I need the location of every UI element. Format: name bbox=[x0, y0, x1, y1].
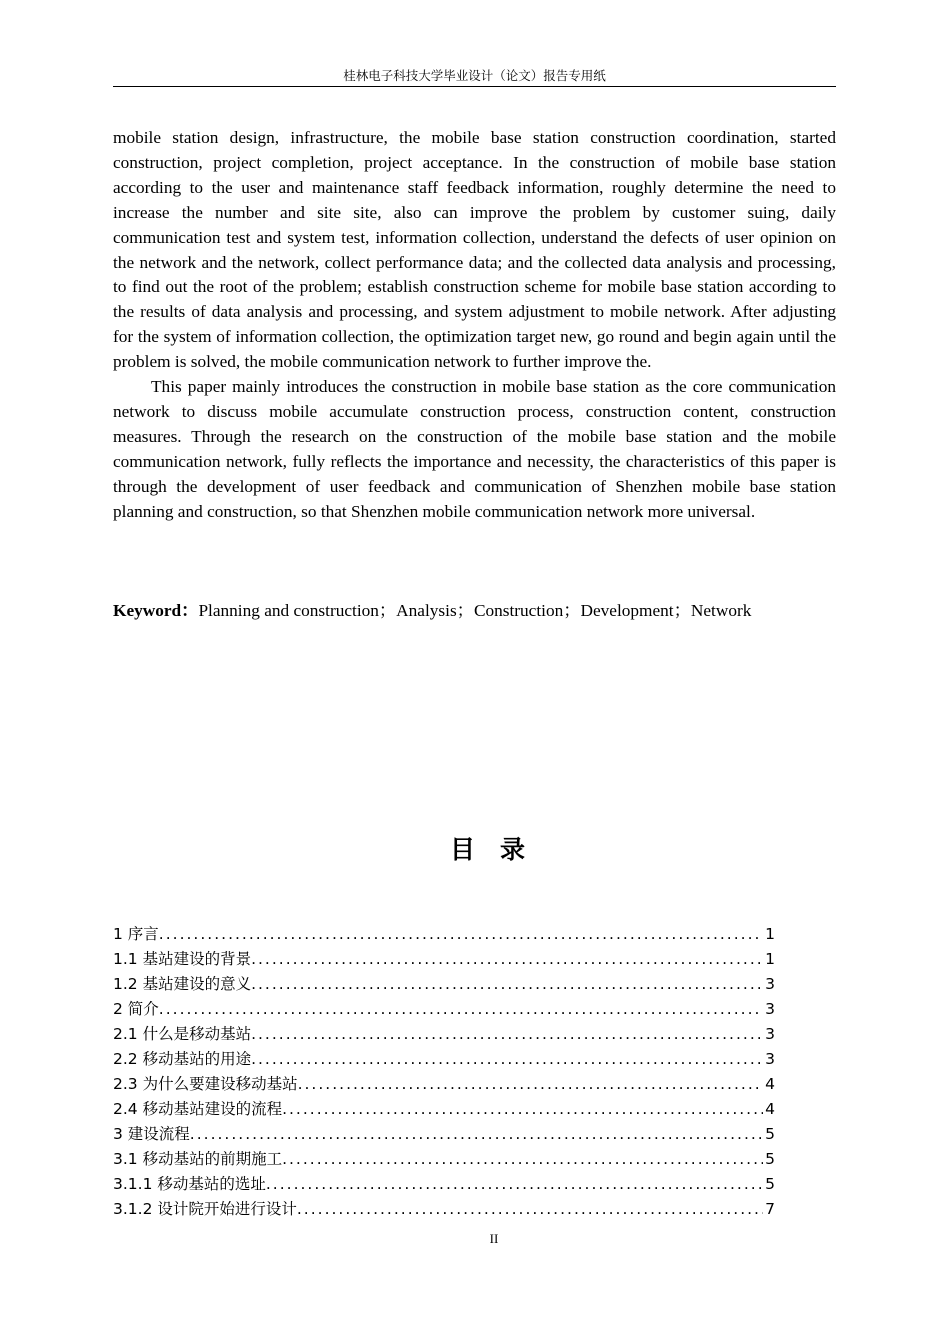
toc-leader-dots bbox=[159, 997, 763, 1022]
keywords-text: Planning and construction；Analysis；Construction；Development；Network bbox=[198, 601, 752, 620]
toc-leader-dots bbox=[159, 922, 763, 947]
toc-entry-page: 3 bbox=[765, 975, 775, 993]
toc-entry-label: 2 简介 bbox=[113, 1000, 159, 1018]
toc-entry-label: 3.1 移动基站的前期施工 bbox=[113, 1150, 283, 1168]
toc-entry[interactable] bbox=[113, 922, 775, 947]
toc-entry-page: 3 bbox=[765, 1050, 775, 1068]
toc-entry-label: 2.3 为什么要建设移动基站 bbox=[113, 1075, 298, 1093]
toc-entry[interactable] bbox=[113, 972, 775, 997]
page-header: 桂林电子科技大学毕业设计（论文）报告专用纸 bbox=[113, 66, 836, 87]
toc-entry-page: 1 bbox=[765, 925, 775, 943]
abstract-body bbox=[113, 126, 836, 525]
abstract-paragraph-2: This paper mainly introduces the construction in mobile base station as the core communication network to discuss mobile accumulate construction process, construction content, construction measures. Through the research on the construction of the mobile base station and the mobile communication network, fully reflects the importance and necessity, the characteristics of this paper is through the development of user feedback and communication of Shenzhen mobile base station planning and construction, so that Shenzhen mobile communication network more universal. bbox=[113, 377, 836, 521]
toc-entry-label: 2.2 移动基站的用途 bbox=[113, 1050, 252, 1068]
toc-entry-page: 4 bbox=[765, 1075, 775, 1093]
keywords-label: Keyword： bbox=[113, 601, 199, 620]
toc-entry-label: 1 序言 bbox=[113, 925, 159, 943]
page-number: II bbox=[489, 1231, 499, 1246]
toc-entry-page: 5 bbox=[765, 1175, 775, 1193]
toc-leader-dots bbox=[266, 1172, 763, 1197]
toc-entry-page: 3 bbox=[765, 1025, 775, 1043]
toc-leader-dots bbox=[282, 1097, 763, 1122]
toc-entry[interactable] bbox=[113, 1097, 775, 1122]
toc-leader-dots bbox=[251, 972, 763, 997]
table-of-contents bbox=[113, 922, 775, 1222]
keywords-line bbox=[113, 599, 873, 623]
toc-leader-dots bbox=[282, 1147, 763, 1172]
toc-leader-dots bbox=[190, 1122, 763, 1147]
toc-entry-label: 3.1.2 设计院开始进行设计 bbox=[113, 1200, 297, 1218]
toc-entry-page: 5 bbox=[765, 1125, 775, 1143]
toc-entry-label: 2.1 什么是移动基站 bbox=[113, 1025, 252, 1043]
toc-leader-dots bbox=[297, 1197, 763, 1222]
toc-entry[interactable] bbox=[113, 1172, 775, 1197]
toc-entry-page: 1 bbox=[765, 950, 775, 968]
toc-entry-label: 1.2 基站建设的意义 bbox=[113, 975, 252, 993]
abstract-paragraph-1: mobile station design, infrastructure, the mobile base station construction coordination, started construction, project completion, project acceptance. In the construction of mobile base station according to the user and maintenance staff feedback information, roughly determine the need to increase the number and site site, also can improve the problem by customer suing, daily communication test and system test, information collection, understand the defects of user opinion on the network and the network, collect performance data; and the collected data analysis and processing, to find out the root of the problem; establish construction scheme for mobile base station according to the results of data analysis and processing, and system adjustment to mobile network. After adjusting for the system of information collection, the optimization target new, go round and begin again until the problem is solved, the mobile communication network to further improve the. bbox=[113, 128, 836, 372]
toc-leader-dots bbox=[298, 1072, 764, 1097]
toc-entry-label: 3.1.1 移动基站的选址 bbox=[113, 1175, 266, 1193]
toc-entry[interactable] bbox=[113, 1147, 775, 1172]
toc-entry-label: 1.1 基站建设的背景 bbox=[113, 950, 252, 968]
toc-entry-page: 4 bbox=[765, 1100, 775, 1118]
toc-title: 目录 bbox=[449, 835, 550, 864]
toc-entry-label: 2.4 移动基站建设的流程 bbox=[113, 1100, 283, 1118]
toc-entry[interactable] bbox=[113, 1072, 775, 1097]
toc-entry[interactable] bbox=[113, 1122, 775, 1147]
toc-entry-page: 5 bbox=[765, 1150, 775, 1168]
toc-entry[interactable] bbox=[113, 1047, 775, 1072]
toc-entry[interactable] bbox=[113, 997, 775, 1022]
toc-entry-page: 3 bbox=[765, 1000, 775, 1018]
toc-entry-page: 7 bbox=[765, 1200, 775, 1218]
toc-leader-dots bbox=[251, 1047, 763, 1072]
toc-leader-dots bbox=[251, 1022, 763, 1047]
toc-entry[interactable] bbox=[113, 1022, 775, 1047]
toc-entry-label: 3 建设流程 bbox=[113, 1125, 190, 1143]
toc-entry[interactable] bbox=[113, 947, 775, 972]
toc-leader-dots bbox=[251, 947, 763, 972]
toc-entry[interactable] bbox=[113, 1197, 775, 1222]
